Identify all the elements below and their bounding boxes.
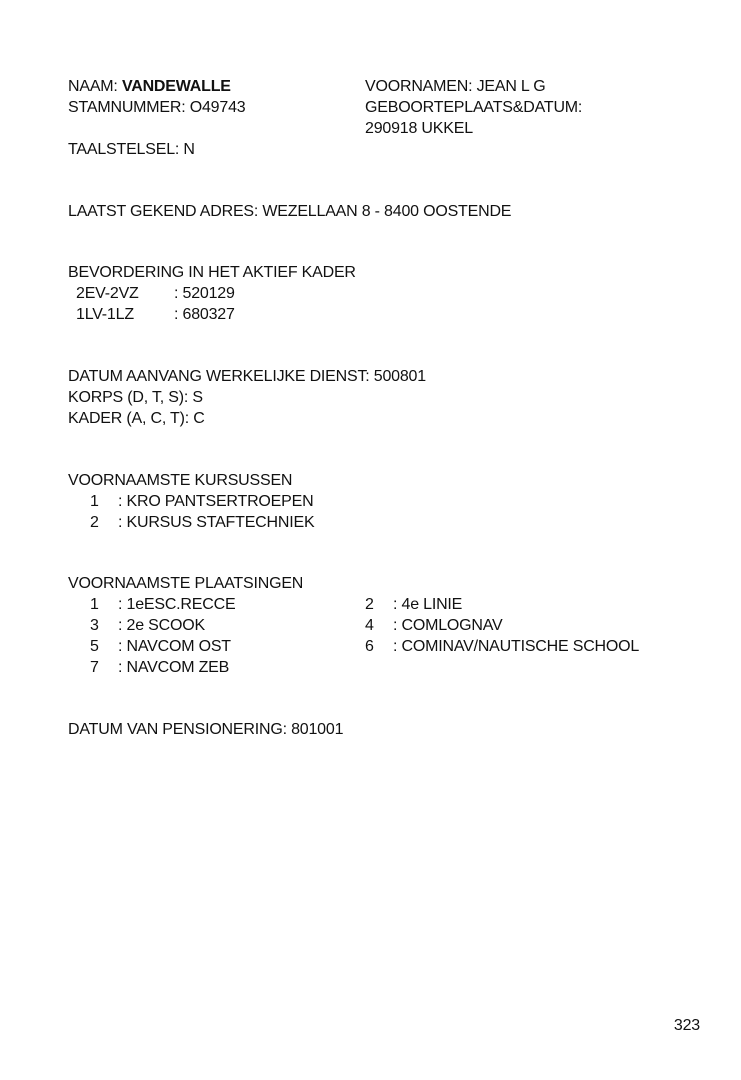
bevordering-date: : 680327	[174, 306, 235, 323]
plaatsing-item	[365, 595, 462, 615]
voornamen: VOORNAMEN: JEAN L G	[365, 78, 546, 95]
plaatsing-num: 5	[90, 638, 99, 655]
page-number: 323	[673, 1017, 700, 1034]
kursus-num: 2	[90, 514, 99, 531]
kursus-item	[90, 513, 314, 533]
geboorte-value: 290918 UKKEL	[365, 120, 473, 137]
pensionering: DATUM VAN PENSIONERING: 801001	[68, 721, 344, 738]
plaatsing-num: 2	[365, 596, 374, 613]
plaatsing-text: : COMLOGNAV	[393, 617, 503, 634]
kursussen-title: VOORNAAMSTE KURSUSSEN	[68, 472, 293, 489]
plaatsing-num: 3	[90, 617, 99, 634]
adres: LAATST GEKEND ADRES: WEZELLAAN 8 - 8400 OOSTENDE	[68, 203, 512, 220]
plaatsing-text: : NAVCOM OST	[118, 638, 231, 655]
plaatsing-item	[90, 637, 231, 657]
plaatsingen-title: VOORNAAMSTE PLAATSINGEN	[68, 575, 304, 592]
stamnummer: STAMNUMMER: O49743	[68, 99, 246, 116]
taalstelsel: TAALSTELSEL: N	[68, 141, 195, 158]
plaatsing-item	[90, 595, 235, 615]
bevordering-date: : 520129	[174, 285, 235, 302]
plaatsing-num: 7	[90, 659, 99, 676]
plaatsing-num: 1	[90, 596, 99, 613]
plaatsing-text: : 4e LINIE	[393, 596, 463, 613]
kursus-num: 1	[90, 493, 99, 510]
plaatsing-text: : NAVCOM ZEB	[118, 659, 230, 676]
bevordering-rank: 1LV-1LZ	[76, 306, 134, 323]
kursus-text: : KRO PANTSERTROEPEN	[118, 493, 314, 510]
plaatsing-text: : COMINAV/NAUTISCHE SCHOOL	[393, 638, 640, 655]
plaatsing-num: 6	[365, 638, 374, 655]
plaatsing-num: 4	[365, 617, 374, 634]
naam-value: VANDEWALLE	[121, 78, 231, 95]
korps: KORPS (D, T, S): S	[68, 389, 203, 406]
geboorte-label: GEBOORTEPLAATS&DATUM:	[365, 99, 583, 116]
naam-line	[68, 77, 231, 97]
plaatsing-item	[90, 658, 229, 678]
kursus-text: : KURSUS STAFTECHNIEK	[118, 514, 315, 531]
kursus-item	[90, 492, 313, 512]
kader: KADER (A, C, T): C	[68, 410, 205, 427]
plaatsing-text: : 1eESC.RECCE	[118, 596, 236, 613]
bevordering-title: BEVORDERING IN HET AKTIEF KADER	[68, 264, 356, 281]
plaatsing-item	[90, 616, 205, 636]
plaatsing-item	[365, 637, 639, 657]
plaatsing-text: : 2e SCOOK	[118, 617, 205, 634]
naam-label: NAAM:	[68, 78, 118, 95]
plaatsing-item	[365, 616, 503, 636]
aanvang-dienst: DATUM AANVANG WERKELIJKE DIENST: 500801	[68, 368, 426, 385]
bevordering-rank: 2EV-2VZ	[76, 285, 139, 302]
